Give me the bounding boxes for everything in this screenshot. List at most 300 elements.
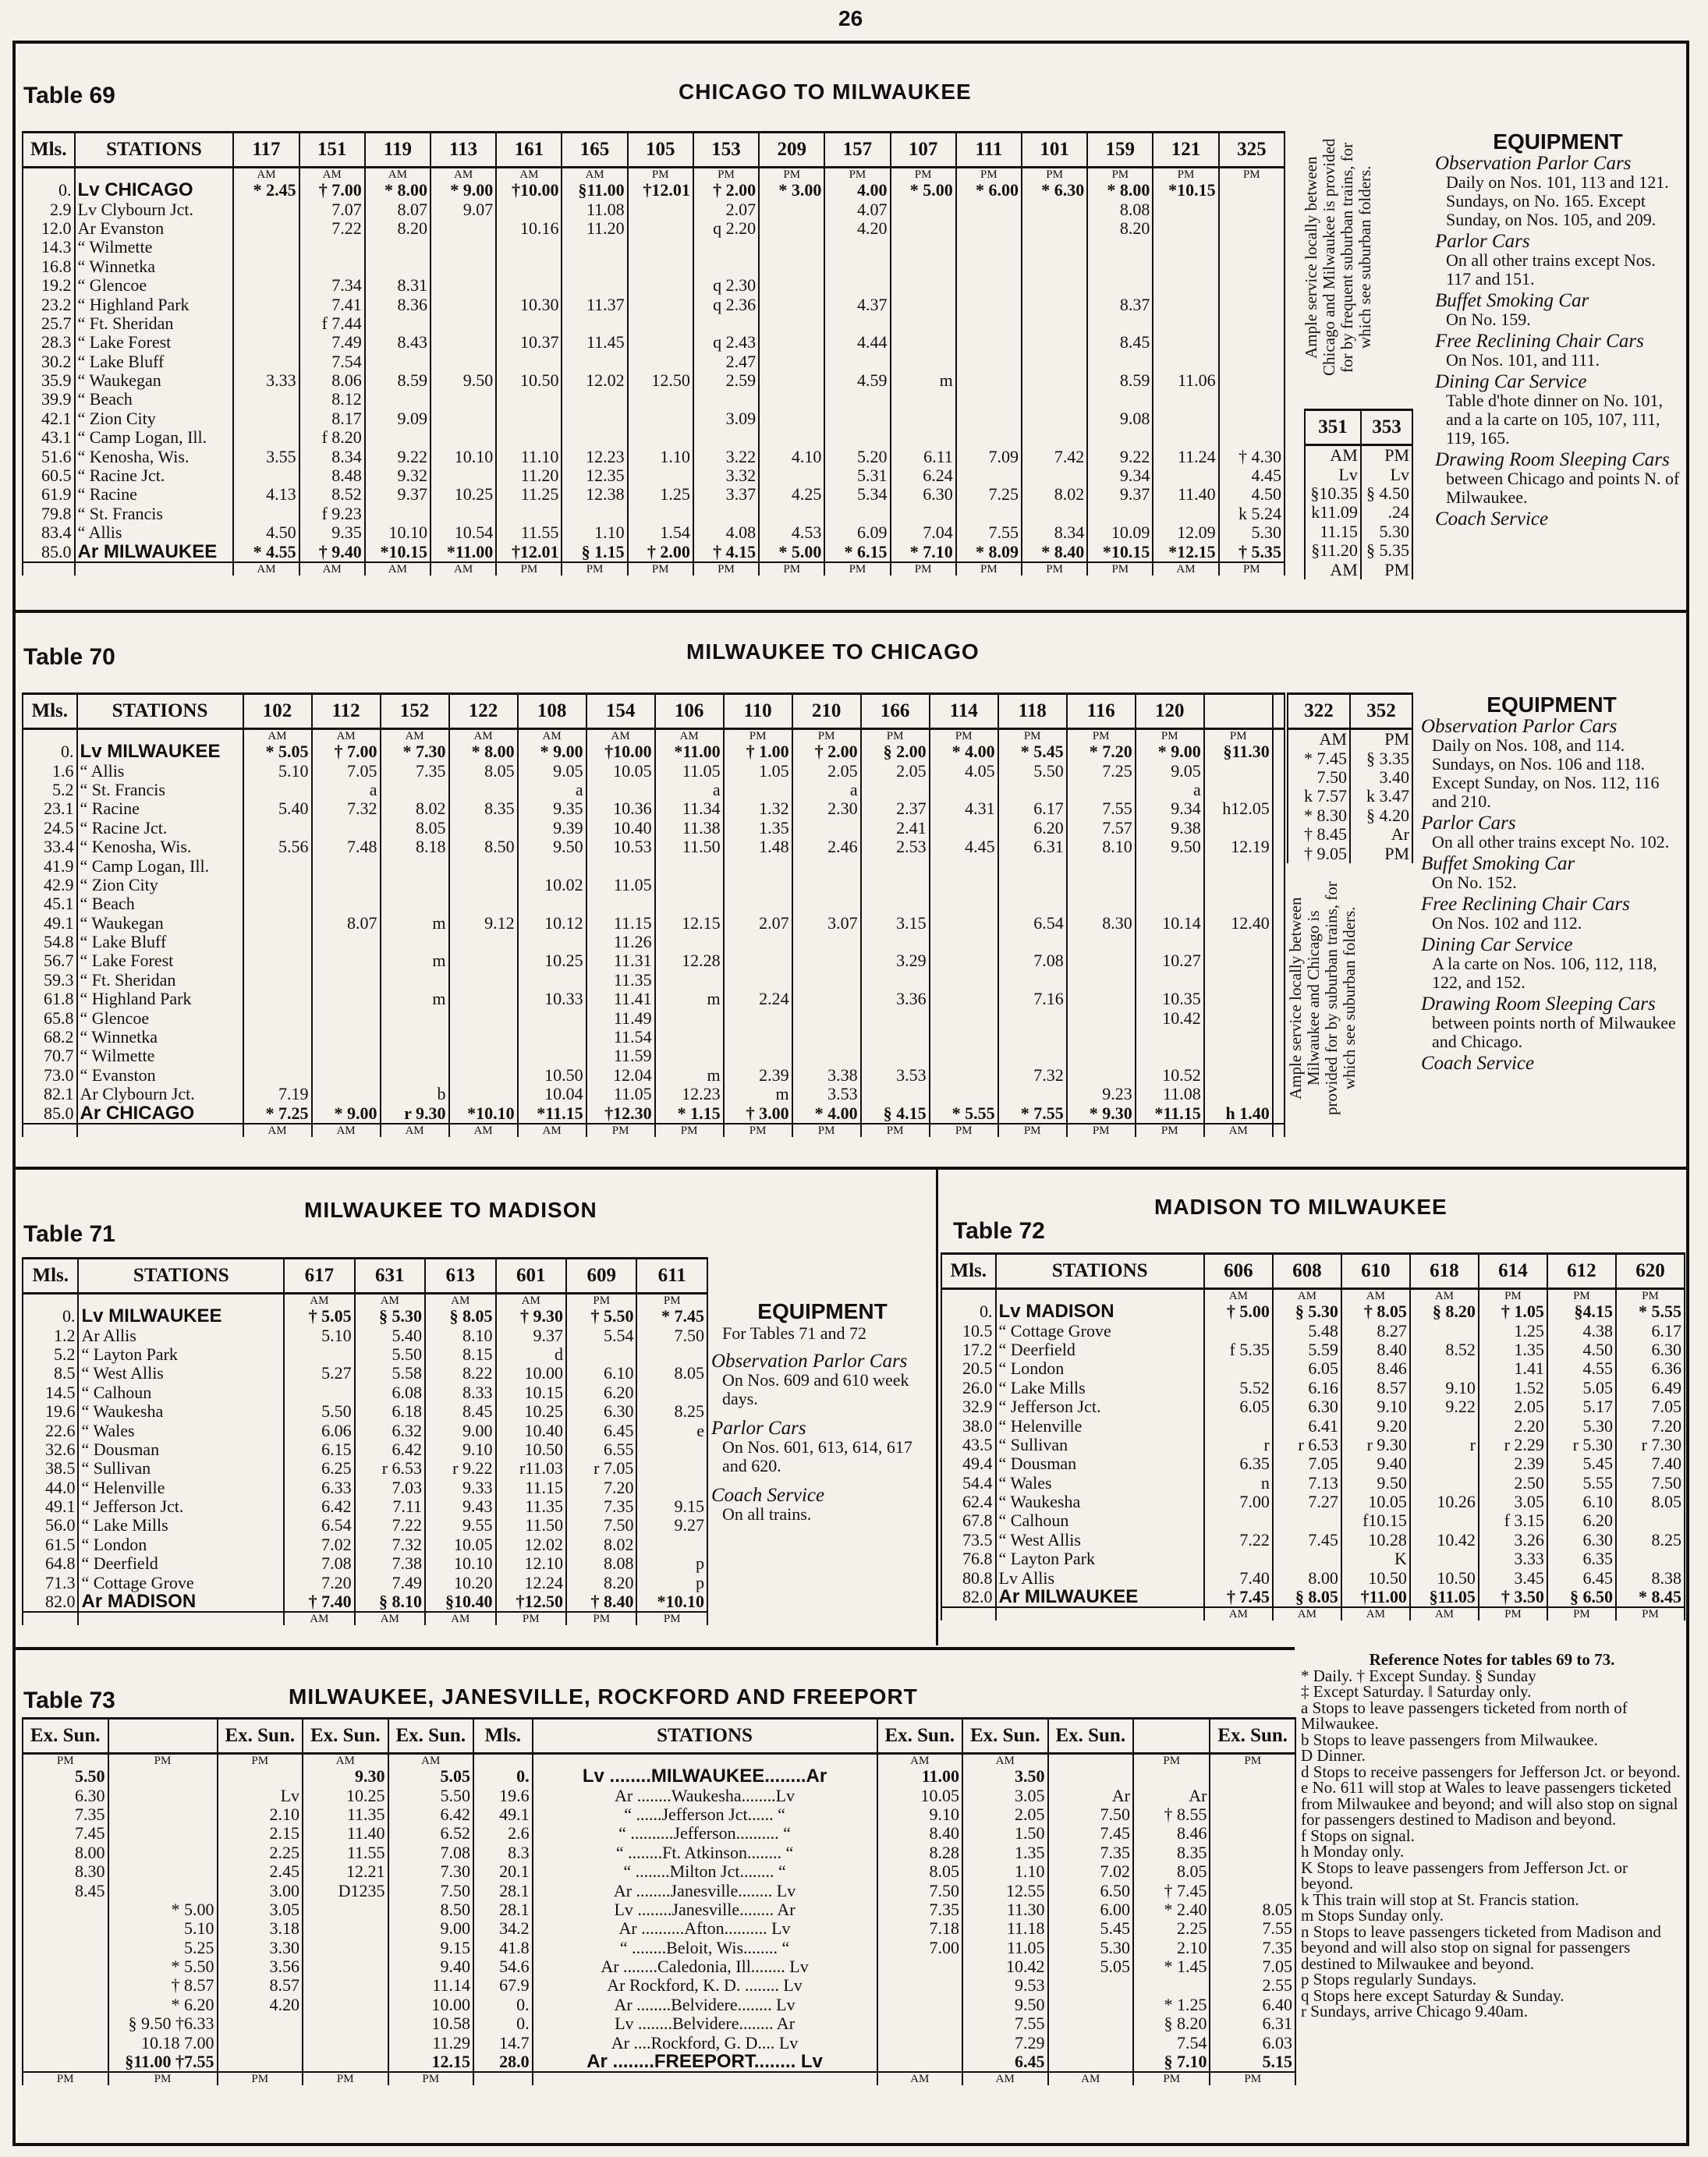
table-cell <box>693 238 759 257</box>
table-cell: 5.48 <box>1273 1321 1341 1340</box>
table-cell <box>431 352 496 371</box>
table-cell: PM <box>861 729 930 743</box>
table-cell <box>449 1008 518 1027</box>
table-cell: 5.2 <box>23 1345 78 1364</box>
table-row <box>23 1047 1285 1065</box>
table-cell <box>1219 371 1285 390</box>
table-row <box>23 542 1285 561</box>
table-cell: * 2.45 <box>233 181 299 200</box>
table-cell: 10.00 <box>388 1996 474 2014</box>
table-cell: 9.15 <box>388 1939 474 1957</box>
column-header <box>1204 694 1273 729</box>
table-cell <box>365 314 431 333</box>
table-cell <box>1273 1028 1285 1047</box>
table-row <box>23 1592 707 1612</box>
column-header: 102 <box>243 694 312 729</box>
table-cell <box>1204 819 1273 838</box>
table-cell: AM <box>312 1124 381 1137</box>
table-cell: 6.11 <box>891 447 956 466</box>
table-cell: PM <box>930 1124 998 1137</box>
table-cell: Ar ........FREEPORT........ Lv <box>533 2053 877 2072</box>
table-cell: 10.10 <box>431 447 496 466</box>
table-cell <box>891 219 956 238</box>
table-cell: 11.10 <box>496 447 562 466</box>
header-row <box>23 694 1285 729</box>
table-cell: 8.30 <box>23 1862 108 1881</box>
table-cell: 44.0 <box>23 1479 78 1497</box>
table-cell <box>1067 951 1136 970</box>
table-cell: 9.12 <box>449 914 518 933</box>
table-cell: 10.42 <box>1410 1531 1479 1550</box>
table-cell: 12.15 <box>388 2053 474 2072</box>
table-cell <box>792 876 861 894</box>
table-cell <box>1204 1359 1273 1378</box>
table-cell <box>1067 990 1136 1008</box>
table-cell: r 9.30 <box>1341 1436 1410 1454</box>
table-cell: PM <box>1153 168 1218 182</box>
table-cell: PM <box>693 562 759 576</box>
table-cell: 35.9 <box>23 371 75 390</box>
table-cell: § 6.50 <box>1547 1588 1616 1607</box>
equipment-type: Free Reclining Chair Cars <box>1435 331 1644 352</box>
table-cell: “ Jefferson Jct. <box>78 1497 284 1516</box>
table-cell <box>496 314 562 333</box>
table-cell: 6.36 <box>1616 1359 1685 1378</box>
table-cell <box>956 352 1022 371</box>
table-cell <box>108 1844 218 1862</box>
table-cell <box>759 219 824 238</box>
table-cell: h12.05 <box>1204 799 1273 818</box>
table-cell: r 9.30 <box>381 1103 449 1123</box>
table-cell <box>303 2053 388 2072</box>
table-row <box>1288 787 1412 806</box>
table-cell: 82.1 <box>23 1085 77 1103</box>
table-cell: 5.54 <box>566 1326 636 1344</box>
table-cell: 3.50 <box>962 1767 1048 1786</box>
table-cell: 5.30 <box>1547 1416 1616 1435</box>
table-row <box>23 1939 1295 1957</box>
table-cell: 10.05 <box>877 1786 963 1805</box>
table-cell: PM <box>1219 562 1285 576</box>
table-cell <box>1273 951 1285 970</box>
table-cell <box>693 505 759 523</box>
table-cell: 19.6 <box>473 1786 533 1805</box>
table-cell: 25.7 <box>23 314 75 333</box>
table-cell: 5.52 <box>1204 1379 1273 1397</box>
equipment-detail: On all other trains except Nos. 117 and 151. <box>1446 250 1656 289</box>
table-cell <box>759 466 824 485</box>
table-cell <box>877 2053 963 2072</box>
table-70-timetable <box>22 692 1285 1137</box>
table-cell <box>496 428 562 447</box>
table-row <box>23 1497 707 1516</box>
am-pm-row <box>23 168 1285 182</box>
table-cell: 4.20 <box>824 219 890 238</box>
table-cell <box>1210 1862 1295 1881</box>
table-cell: 7.55 <box>956 523 1022 542</box>
table-cell: 3.00 <box>218 1881 303 1900</box>
table-cell <box>930 933 998 951</box>
table-cell: 5.34 <box>824 485 890 504</box>
table-cell <box>956 505 1022 523</box>
table-cell: 8.00 <box>1273 1568 1341 1587</box>
table-cell: 7.54 <box>299 352 365 371</box>
table-cell: AM <box>1273 1607 1341 1620</box>
table-cell: 10.52 <box>1136 1066 1204 1085</box>
column-header <box>1273 694 1285 729</box>
table-cell: 9.50 <box>431 371 496 390</box>
table-cell <box>1204 894 1273 913</box>
table-cell <box>431 238 496 257</box>
table-cell: 41.9 <box>23 856 77 875</box>
table-cell: 7.50 <box>566 1516 636 1535</box>
table-cell: Lv MILWAUKEE <box>78 1307 284 1326</box>
table-cell: 2.05 <box>792 761 861 780</box>
table-cell: 12.23 <box>655 1085 724 1103</box>
table-cell: * 8.40 <box>1022 542 1087 561</box>
table-cell: PM <box>23 1754 108 1768</box>
table-70-equipment <box>1421 692 1682 1074</box>
table-cell <box>518 1028 586 1047</box>
table-cell: 9.23 <box>1067 1085 1136 1103</box>
table-cell: 6.20 <box>998 819 1067 838</box>
table-cell: 28.1 <box>473 1900 533 1919</box>
table-cell <box>628 314 693 333</box>
table-row <box>23 1573 707 1592</box>
table-cell <box>1204 876 1273 894</box>
table-cell <box>998 1047 1067 1065</box>
table-cell: * 9.00 <box>431 181 496 200</box>
table-cell: 8.22 <box>425 1364 495 1383</box>
table-cell: 9.10 <box>877 1805 963 1824</box>
table-cell: 1.54 <box>628 523 693 542</box>
table-cell: 11.49 <box>586 1008 655 1027</box>
table-cell: *11.15 <box>518 1103 586 1123</box>
table-72-label: Table 72 <box>953 1218 1045 1244</box>
table-cell: 6.50 <box>1048 1881 1134 1900</box>
table-cell: 8.05 <box>449 761 518 780</box>
column-header: Mls. <box>23 1259 78 1294</box>
table-cell: 49.4 <box>941 1454 996 1473</box>
table-cell <box>759 371 824 390</box>
table-cell <box>233 409 299 428</box>
table-72-title: MADISON TO MILWAUKEE <box>1154 1195 1448 1219</box>
table-70-title: MILWAUKEE TO CHICAGO <box>686 639 980 664</box>
table-cell <box>233 333 299 352</box>
table-cell <box>655 856 724 875</box>
table-cell <box>861 856 930 875</box>
table-cell <box>218 2014 303 2033</box>
table-cell: 6.32 <box>355 1421 425 1440</box>
table-cell: 10.15 <box>496 1383 566 1402</box>
table-cell <box>759 276 824 295</box>
column-header <box>108 1719 218 1754</box>
table-cell <box>1204 1550 1273 1568</box>
table-cell: 1.05 <box>724 761 792 780</box>
am-pm-row <box>23 2072 1295 2085</box>
equipment-type: Observation Parlor Cars <box>1435 153 1632 174</box>
table-69-extra-trains <box>1304 409 1413 579</box>
table-cell: † 5.50 <box>566 1307 636 1326</box>
table-cell: *11.00 <box>431 542 496 561</box>
table-cell: 7.41 <box>299 295 365 313</box>
table-cell: 8.02 <box>381 799 449 818</box>
table-cell: 73.5 <box>941 1531 996 1550</box>
table-cell: 1.10 <box>628 447 693 466</box>
table-cell: PM <box>636 1612 707 1625</box>
table-cell: q 2.30 <box>693 276 759 295</box>
table-cell <box>23 1939 108 1957</box>
table-cell: 62.4 <box>941 1493 996 1511</box>
table-cell: 5.20 <box>824 447 890 466</box>
reference-note: D Dinner. <box>1301 1746 1366 1765</box>
table-cell: PM <box>792 1124 861 1137</box>
equipment-detail: Daily on Nos. 108, and 114. Sundays, on Nos. 106 and 118. Except Sunday, on Nos. 112, 116 and 210. <box>1432 735 1660 811</box>
table-cell: PM <box>1204 729 1273 743</box>
table-cell: 1.48 <box>724 838 792 856</box>
table-cell: 6.09 <box>824 523 890 542</box>
table-cell <box>956 219 1022 238</box>
table-cell: PM <box>1616 1289 1685 1303</box>
equipment-type: Drawing Room Sleeping Cars <box>1435 449 1670 470</box>
table-cell <box>1219 390 1285 409</box>
table-cell: 7.35 <box>566 1497 636 1516</box>
table-cell: 59.3 <box>23 971 77 990</box>
table-cell <box>23 1900 108 1919</box>
table-cell <box>243 1008 312 1027</box>
table-cell <box>1204 856 1273 875</box>
table-cell: “ Wales <box>78 1421 284 1440</box>
table-cell: 4.00 <box>824 181 890 200</box>
table-cell: 83.4 <box>23 523 75 542</box>
table-cell <box>930 856 998 875</box>
table-cell <box>759 257 824 276</box>
table-cell: PM <box>930 729 998 743</box>
table-cell: 6.06 <box>284 1421 354 1440</box>
table-cell: § 1.15 <box>562 542 627 561</box>
table-cell: 5.05 <box>388 1767 474 1786</box>
table-cell <box>562 428 627 447</box>
table-cell <box>655 894 724 913</box>
table-cell: 6.30 <box>1273 1397 1341 1416</box>
table-cell <box>449 1066 518 1085</box>
table-cell: 11.35 <box>303 1805 388 1824</box>
table-cell: 16.8 <box>23 257 75 276</box>
table-cell: *11.15 <box>1136 1103 1204 1123</box>
table-cell: 7.57 <box>1067 819 1136 838</box>
table-cell: 10.12 <box>518 914 586 933</box>
table-row <box>23 333 1285 352</box>
table-cell <box>1210 1805 1295 1824</box>
table-cell <box>693 314 759 333</box>
table-cell <box>431 219 496 238</box>
table-cell <box>724 856 792 875</box>
table-cell: AM <box>365 168 431 182</box>
reference-note: ‡ Except Saturday. ‖ Saturday only. <box>1301 1682 1532 1701</box>
table-cell: “ Deerfield <box>78 1554 284 1573</box>
table-cell <box>1067 781 1136 799</box>
table-cell <box>1048 1754 1134 1768</box>
table-cell: PM <box>724 729 792 743</box>
table-cell <box>724 894 792 913</box>
table-cell: 6.16 <box>1273 1379 1341 1397</box>
table-cell <box>792 951 861 970</box>
table-cell <box>449 1028 518 1047</box>
table-cell <box>759 314 824 333</box>
table-cell: 8.05 <box>1210 1900 1295 1919</box>
table-cell: “ Kenosha, Wis. <box>77 838 243 856</box>
table-cell <box>930 990 998 1008</box>
table-cell <box>562 409 627 428</box>
table-cell: 10.02 <box>518 876 586 894</box>
table-71-title: MILWAUKEE TO MADISON <box>304 1198 597 1222</box>
table-cell <box>628 219 693 238</box>
table-cell: * 9.00 <box>312 1103 381 1123</box>
table-cell: 45.1 <box>23 894 77 913</box>
table-cell: AM <box>1288 729 1350 749</box>
table-cell <box>243 914 312 933</box>
table-cell: PM <box>792 729 861 743</box>
table-cell <box>1204 951 1273 970</box>
reference-note: * Daily. † Except Sunday. § Sunday <box>1301 1666 1536 1685</box>
table-cell: 9.53 <box>962 1976 1048 1995</box>
table-cell: “ Zion City <box>77 876 243 894</box>
table-cell <box>518 933 586 951</box>
table-cell: 8.10 <box>425 1326 495 1344</box>
table-cell: q 2.36 <box>693 295 759 313</box>
table-row <box>941 1568 1685 1587</box>
table-cell: a <box>1136 781 1204 799</box>
table-cell: 3.18 <box>218 1919 303 1938</box>
table-cell: 5.15 <box>1210 2053 1295 2072</box>
equipment-type: Buffet Smoking Car <box>1435 290 1589 311</box>
table-cell <box>759 390 824 409</box>
table-cell <box>1087 238 1153 257</box>
table-cell <box>1219 276 1285 295</box>
table-cell: a <box>792 781 861 799</box>
table-cell: *10.10 <box>449 1103 518 1123</box>
table-cell: 7.45 <box>1273 1531 1341 1550</box>
column-header: 118 <box>998 694 1067 729</box>
table-cell: 11.05 <box>586 876 655 894</box>
table-cell: AM <box>299 168 365 182</box>
table-cell: 9.35 <box>299 523 365 542</box>
table-cell: 11.38 <box>655 819 724 838</box>
table-cell <box>655 1008 724 1027</box>
table-cell: 11.35 <box>586 971 655 990</box>
table-cell: 6.40 <box>1210 1996 1295 2014</box>
table-cell: 2.25 <box>1133 1919 1210 1938</box>
table-cell: 11.30 <box>962 1900 1048 1919</box>
table-cell <box>496 276 562 295</box>
table-cell: 39.9 <box>23 390 75 409</box>
table-cell <box>1153 238 1218 257</box>
table-cell <box>1204 1321 1273 1340</box>
table-cell: 8.37 <box>1087 295 1153 313</box>
table-cell: 9.22 <box>365 447 431 466</box>
table-cell: 5.10 <box>284 1326 354 1344</box>
table-cell: “ Highland Park <box>75 295 234 313</box>
table-cell: “ London <box>996 1359 1204 1378</box>
table-cell: AM <box>1305 560 1361 579</box>
table-69-equipment <box>1435 129 1681 530</box>
table-cell: * 3.00 <box>759 181 824 200</box>
table-cell: 9.05 <box>1136 761 1204 780</box>
table-cell <box>1204 1047 1273 1065</box>
table-cell <box>449 856 518 875</box>
table-cell: 8.52 <box>1410 1341 1479 1359</box>
table-cell: 7.03 <box>355 1479 425 1497</box>
column-header: 165 <box>562 133 627 168</box>
table-cell: * 4.00 <box>930 742 998 761</box>
table-cell <box>1067 1028 1136 1047</box>
table-cell: 14.3 <box>23 238 75 257</box>
table-cell <box>930 1047 998 1065</box>
table-cell: m <box>655 990 724 1008</box>
table-cell <box>930 971 998 990</box>
table-cell: 22.6 <box>23 1421 78 1440</box>
table-cell <box>586 856 655 875</box>
table-cell: 8.25 <box>1616 1531 1685 1550</box>
table-cell <box>1210 1824 1295 1843</box>
table-cell: 10.25 <box>431 485 496 504</box>
table-cell: r 2.29 <box>1479 1436 1547 1454</box>
table-cell <box>1210 1786 1295 1805</box>
table-cell <box>956 409 1022 428</box>
table-cell: 10.53 <box>586 838 655 856</box>
table-cell: † 8.45 <box>1288 825 1350 844</box>
equipment-detail: between points north of Milwaukee and Chicago. <box>1432 1013 1676 1051</box>
table-cell <box>78 1294 284 1308</box>
table-cell <box>930 914 998 933</box>
table-cell <box>655 1047 724 1065</box>
table-cell: m <box>891 371 956 390</box>
table-cell: PM <box>724 1124 792 1137</box>
table-72-timetable <box>941 1252 1685 1620</box>
table-cell: PM <box>1210 2072 1295 2085</box>
table-cell <box>1219 181 1285 200</box>
table-cell <box>312 856 381 875</box>
table-cell: 42.9 <box>23 876 77 894</box>
table-row <box>1305 465 1412 483</box>
table-cell: “ Kenosha, Wis. <box>75 447 234 466</box>
table-cell: 6.45 <box>566 1421 636 1440</box>
table-cell: 8.45 <box>425 1402 495 1421</box>
table-row <box>1288 749 1412 767</box>
table-cell <box>877 2014 963 2033</box>
table-cell <box>243 819 312 838</box>
table-cell <box>1153 466 1218 485</box>
table-cell: “ Racine Jct. <box>75 466 234 485</box>
table-cell: Ar ........Caledonia, Ill........ Lv <box>533 1957 877 1976</box>
column-header: 122 <box>449 694 518 729</box>
table-cell: 1.10 <box>562 523 627 542</box>
table-cell: 61.5 <box>23 1535 78 1554</box>
table-cell <box>1087 352 1153 371</box>
table-cell <box>956 428 1022 447</box>
table-cell: PM <box>1547 1289 1616 1303</box>
table-cell: “ Calhoun <box>78 1383 284 1402</box>
table-cell: 2.07 <box>724 914 792 933</box>
table-cell: 7.55 <box>962 2014 1048 2033</box>
table-cell: 4.44 <box>824 333 890 352</box>
table-cell <box>1087 314 1153 333</box>
table-cell: 9.10 <box>425 1440 495 1459</box>
equipment-heading: EQUIPMENT <box>1487 692 1617 717</box>
table-cell: * 1.25 <box>1133 1996 1210 2014</box>
table-cell <box>1273 781 1285 799</box>
table-cell: 8.57 <box>218 1976 303 1995</box>
